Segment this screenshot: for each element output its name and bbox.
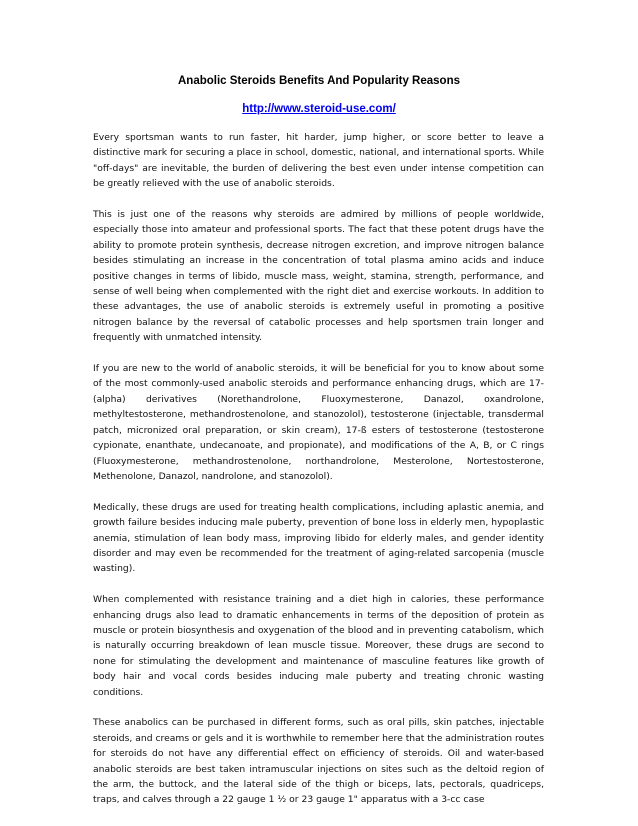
paragraph-6: These anabolics can be purchased in different forms, such as oral pills, skin patches, injectable steroids, and creams or gels and it is worthwhile to remember here that the administration routes for steroids do not have any differential effect on efficiency of steroids. Oil and water-based anabolic steroids are best taken intramuscular injections on sites such as the deltoid region of the arm, the buttock, and the lateral side of the thigh or biceps, lats, pectorals, quadriceps, traps, and calves through a 22 gauge 1 ½ or 23 gauge 1" apparatus with a 3-cc case — [93, 717, 544, 806]
paragraph-1: Every sportsman wants to run faster, hit harder, jump higher, or score better to leave a distinctive mark for securing a place in school, domestic, national, and international sports. While "off-days" are inevitable, the burden of delivering the best even under intense competition can be greatly relieved with the use of anabolic steroids. — [93, 132, 544, 190]
paragraph-2: This is just one of the reasons why steroids are admired by millions of people worldwide, especially those into amateur and professional sports. The fact that these potent drugs have the ability to promote protein synthesis, decrease nitrogen excretion, and improve nitrogen balance besides stimulating an increase in the concentration of total plasma amino acids and induce positive changes in terms of libido, muscle mass, weight, stamina, strength, performance, and sense of well being when complemented with the right diet and exercise workouts. In addition to these advantages, the use of anabolic steroids is extremely useful in promoting a positive nitrogen balance by the reversal of catabolic processes and help sportsmen train longer and frequently with unmatched intensity. — [93, 209, 544, 344]
paragraph-5: When complemented with resistance training and a diet high in calories, these performance enhancing drugs also lead to dramatic enhancements in terms of the deposition of protein as muscle or protein biosynthesis and oxygenation of the blood and in preventing catabolism, which is naturally occurring breakdown of lean muscle tissue. Moreover, these drugs are second to none for stimulating the development and maintenance of masculine features like growth of body hair and vocal cords besides inducing male puberty and treating chronic wasting conditions. — [93, 594, 544, 698]
document-title: Anabolic Steroids Benefits And Popularity Reasons — [177, 75, 460, 87]
source-link[interactable]: http://www.steroid-use.com/ — [242, 103, 396, 115]
paragraph-4: Medically, these drugs are used for treating health complications, including aplastic anemia, and growth failure besides inducing male puberty, prevention of bone loss in elderly men, hypoplastic anemia, stimulation of lean body mass, improving libido for elderly males, and gender identity disorder and may even be recommended for the treatment of aging-related sarcopenia (muscle wasting). — [93, 501, 544, 575]
document-body — [93, 130, 544, 823]
paragraph-3: If you are new to the world of anabolic steroids, it will be beneficial for you to know about some of the most commonly-used anabolic steroids and performance enhancing drugs, which are 17-(alpha) derivatives (Norethandrolone, Fluoxymesterone, Danazol, oxandrolone, methyltestosterone, methandrostenolone, and stanozolol), testosterone (injectable, transdermal patch, micronized oral preparation, or skin cream), 17-ß esters of testosterone (testosterone cypionate, enanthate, undecanoate, and propionate), and modifications of the A, B, or C rings (Fluoxymesterone, methandrostenolone, northandrolone, Mesterolone, Nortestosterone, Methenolone, Danazol, nandrolone, and stanozolol). — [93, 363, 544, 482]
